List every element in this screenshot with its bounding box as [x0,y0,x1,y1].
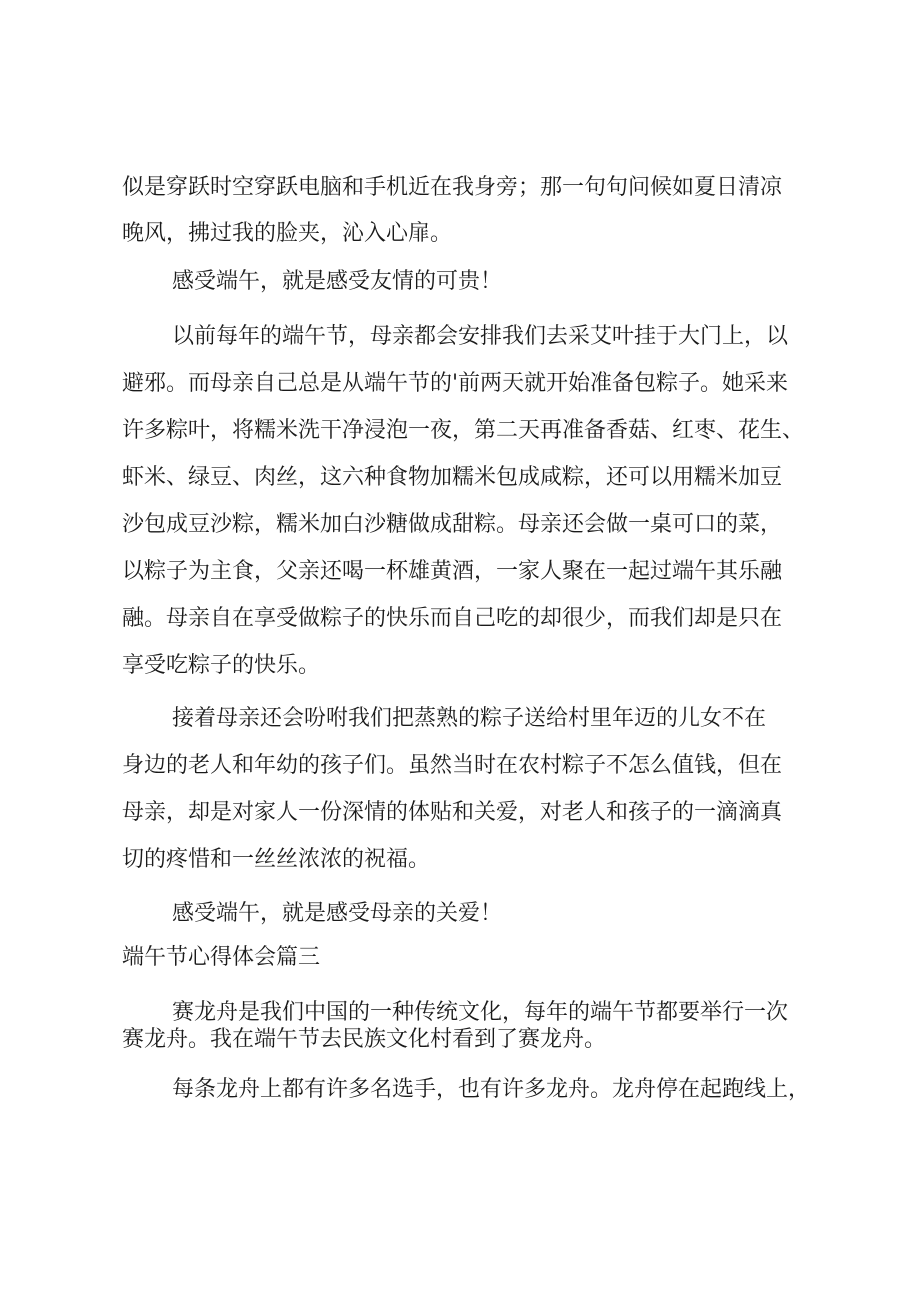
text-line: 切的疼惜和一丝丝浓浓的祝福。 [122,847,431,872]
text-line: 身边的老人和年幼的孩子们。虽然当时在农村粽子不怎么值钱，但在 [122,753,783,778]
text-line: 似是穿跃时空穿跃电脑和手机近在我身旁；那一句句问候如夏日清凉 [122,175,783,200]
text-line: 以粽子为主食，父亲还喝一杯雄黄酒，一家人聚在一起过端午其乐融 [122,559,783,584]
text-line: 接着母亲还会吩咐我们把蒸熟的粽子送给村里年迈的儿女不在 [172,706,767,731]
text-line: 沙包成豆沙粽，糯米加白沙糖做成甜粽。母亲还会做一桌可口的菜， [122,512,783,537]
text-line: 感受端午，就是感受友情的可贵！ [172,269,503,294]
text-line: 赛龙舟是我们中国的一种传统文化，每年的端午节都要举行一次 [172,1000,789,1025]
text-line: 母亲，却是对家人一份深情的体贴和关爱，对老人和孩子的一滴滴真 [122,800,783,825]
text-line: 避邪。而母亲自己总是从端午节的'前两天就开始准备包粽子。她采来 [122,371,789,396]
section-heading: 端午节心得体会篇三 [122,945,321,970]
text-line: 感受端午，就是感受母亲的关爱！ [172,901,503,926]
text-line: 晚风，拂过我的脸夹，沁入心扉。 [122,221,453,246]
text-line: 赛龙舟。我在端午节去民族文化村看到了赛龙舟。 [122,1027,607,1052]
text-line: 享受吃粽子的快乐。 [122,653,321,678]
text-line: 融。母亲自在享受做粽子的快乐而自己吃的却很少，而我们却是只在 [122,606,783,631]
text-line: 虾米、绿豆、肉丝，这六种食物加糯米包成咸粽，还可以用糯米加豆 [122,465,783,490]
text-line: 许多粽叶，将糯米洗干净浸泡一夜，第二天再准备香菇、红枣、花生、 [122,418,805,443]
text-line: 每条龙舟上都有许多名选手，也有许多龙舟。龙舟停在起跑线上， [172,1077,811,1102]
text-line: 以前每年的端午节，母亲都会安排我们去采艾叶挂于大门上，以 [172,324,789,349]
